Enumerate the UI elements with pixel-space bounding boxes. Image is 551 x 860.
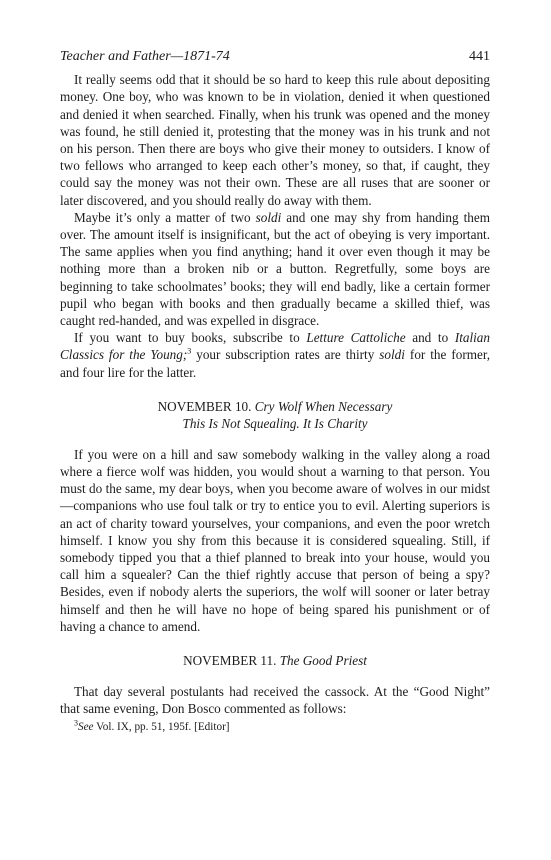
paragraph-obedience bbox=[60, 209, 490, 329]
footnote-ref: 3 bbox=[187, 347, 192, 357]
text-run: for the former, and four lire for the latter. bbox=[60, 347, 490, 380]
text-run: Maybe it’s only a matter of two bbox=[74, 209, 256, 225]
document-page bbox=[60, 48, 490, 734]
paragraph-deposit-rule: It really seems odd that it should be so hard to keep this rule about depositing money. One boy, who was known to be in violation, denied it when questioned and denied it when searched. Finally, when his trunk was opened and the money was found, he still denied it, protesting that the money was in his trunk and not on his person. Then there are boys who give their money to outsiders. I know of two fellows who arranged to keep each other’s money, so that, if caught, they could say the money was not their own. These are all ruses that are sooner or later discovered, and you should really do away with them. bbox=[60, 72, 490, 208]
section-heading-nov11 bbox=[60, 652, 490, 669]
italic-title: Italian Classics for the Young; bbox=[60, 330, 490, 363]
footnote-text: Vol. IX, pp. 51, 195f. [Editor] bbox=[93, 720, 230, 733]
text-run: If you want to buy books, subscribe to bbox=[74, 330, 307, 346]
section-date: NOVEMBER 10. bbox=[157, 398, 252, 414]
footnote bbox=[60, 717, 490, 734]
italic-term: soldi bbox=[379, 347, 405, 363]
footnote-mark: 3 bbox=[74, 717, 78, 727]
text-run: and to bbox=[405, 330, 455, 346]
paragraph-good-priest: That day several postulants had received the cassock. At the “Good Night” that same evening, Don Bosco commented as follows: bbox=[60, 684, 490, 717]
text-run: and one may shy from handing them over. The amount itself is insignificant, but the act of obeying is very important. The same applies when you find anything; hand it over even though it may be nothing more than a broken nib or a button. Regretfully, some boys are beginning to take schoolmates’ books; they will end badly, like a certain former pupil who began with books and then gradually became a skilled thief, was caught red-handed, and was expelled in disgrace. bbox=[60, 209, 490, 329]
section-subtitle: This Is Not Squealing. It Is Charity bbox=[182, 415, 368, 431]
section-heading-nov10 bbox=[60, 398, 490, 432]
footnote-see: See bbox=[78, 720, 94, 733]
section-date: NOVEMBER 11. bbox=[183, 653, 277, 669]
paragraph-subscriptions bbox=[60, 329, 490, 381]
italic-term: soldi bbox=[255, 209, 282, 225]
italic-title: Letture Cattoliche bbox=[306, 330, 406, 346]
page-number: 441 bbox=[469, 49, 490, 64]
text-run: your subscription rates are thirty bbox=[191, 347, 380, 363]
running-title: Teacher and Father—1871-74 bbox=[60, 49, 230, 64]
section-title: Cry Wolf When Necessary bbox=[254, 398, 393, 414]
running-header bbox=[60, 48, 490, 65]
section-title: The Good Priest bbox=[279, 653, 367, 669]
paragraph-cry-wolf: If you were on a hill and saw somebody walking in the valley along a road where a fierce wolf was hidden, you would shout a warning to that person. You must do the same, my dear boys, when you become aware of wolves in our midst—companions who use foul talk or try to entice you to evil. Alerting superiors is an act of charity toward yourselves, your companions, and even the poor wretch himself. I know you shy from this because it is considered squealing. Still, if somebody tipped you that a thief planned to break into your house, would you call him a squealer? Can the thief rightly accuse that person of being a spy? Besides, even if nobody alerts the superiors, the wolf will sooner or later betray himself and then he will have no hope of being spared his punishment or of having a chance to amend. bbox=[60, 446, 490, 634]
